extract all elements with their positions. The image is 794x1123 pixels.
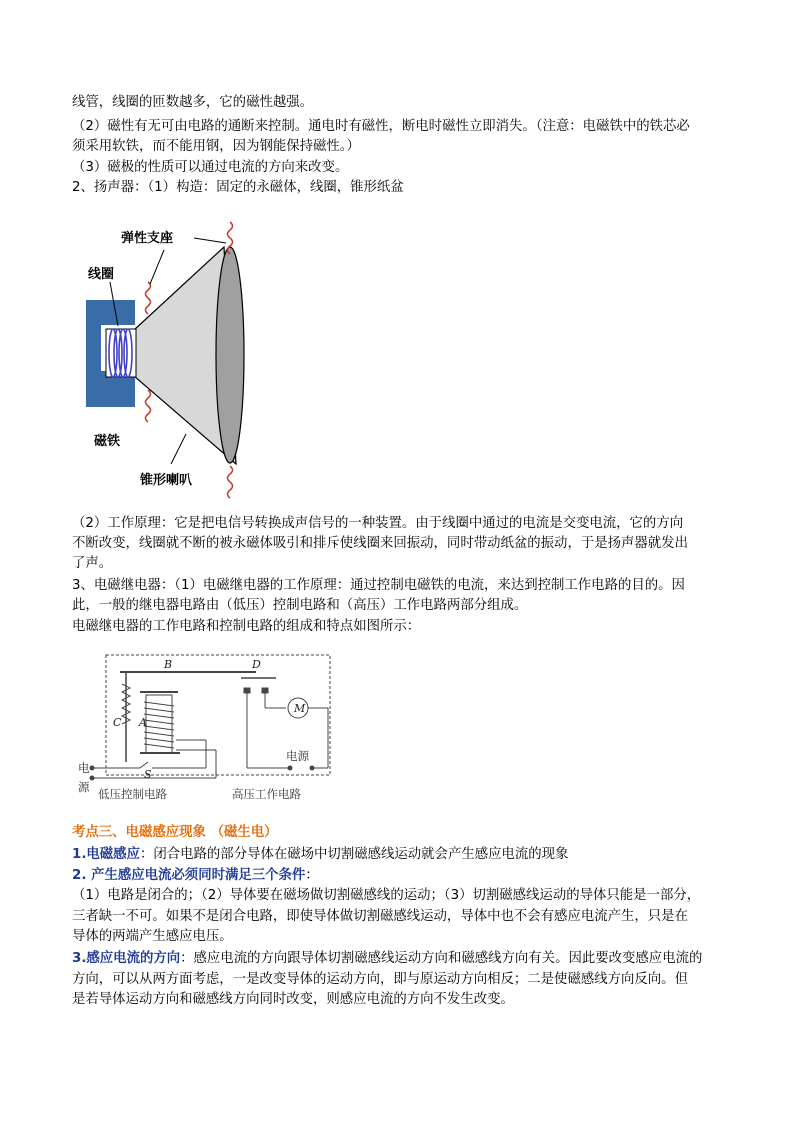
label-B: B (164, 658, 173, 671)
text-line: 导体的两端产生感应电压。 (72, 929, 233, 944)
text-line: 须采用软铁，而不能用钢，因为钢能保持磁性。） (72, 139, 360, 154)
label-M: M (294, 702, 306, 715)
label-high-voltage: 高压工作电路 (232, 787, 301, 801)
definition-label: 3.感应电流的方向 (72, 951, 181, 966)
text-line: 三者缺一不可。如果不是闭合电路，即使导体做切割磁感线运动，导体中也不会有感应电流产生，只是在 (72, 909, 688, 924)
label-coil: 线圈 (88, 267, 115, 282)
definition-line (72, 949, 702, 969)
definition-text: ：感应电流的方向跟导体切割磁感线运动方向和磁感线方向有关。因此要改变感应电流的 (180, 951, 703, 966)
definition-text: ：闭合电路的部分导体在磁场中切割磁感线运动就会产生感应电流的现象 (139, 847, 569, 862)
text-line: 电磁继电器的工作电路和控制电路的组成和特点如图所示： (72, 619, 421, 634)
support-wave (146, 282, 151, 314)
text-line: 是若导体运动方向和磁感线方向同时改变，则感应电流的方向不发生改变。 (72, 992, 514, 1007)
definition-label: 2. 产生感应电流必须同时满足三个条件 (72, 868, 306, 883)
text-line: 线管，线圈的匝数越多，它的磁性越强。 (72, 95, 314, 110)
text-line: 此，一般的继电器电路由（低压）控制电路和（高压）工作电路两部分组成。 (72, 598, 528, 613)
label-cone: 锥形喇叭 (140, 473, 193, 488)
label-A: A (139, 716, 147, 729)
text-line: （3）磁极的性质可以通过电流的方向来改变。 (72, 160, 349, 175)
text-line: 不断改变，线圈就不断的被永磁体吸引和排斥使线圈来回振动，同时带动纸盆的振动，于是扬声器就发出 (72, 536, 688, 551)
coil-winding (144, 702, 174, 748)
definition-line (72, 845, 568, 865)
label-support: 弹性支座 (121, 231, 174, 246)
cone-rim (216, 247, 244, 463)
label-D: D (252, 658, 261, 671)
speaker-figure (76, 212, 266, 502)
text-line: 了声。 (72, 556, 113, 571)
section-heading: 考点三、电磁感应现象 （磁生电） (72, 825, 278, 840)
label-magnet: 磁铁 (94, 434, 121, 449)
text-line: 3、电磁继电器：（1）电磁继电器的工作原理：通过控制电磁铁的电流，来达到控制工作电路的目的。因 (72, 578, 685, 593)
text-line: 2、扬声器：（1）构造：固定的永磁体，线圈，锥形纸盆 (72, 180, 404, 195)
label-C: C (113, 716, 122, 729)
support-wave (146, 390, 151, 422)
definition-colon: ： (305, 868, 319, 883)
text-line: （1）电路是闭合的；（2）导体要在磁场做切割磁感线的运动；（3）切割磁感线运动的导体只能是一部分， (72, 888, 701, 903)
label-source-left: 源 (78, 780, 90, 794)
definition-label: 1.电磁感应 (72, 847, 140, 862)
text-line: （2）磁性有无可由电路的通断来控制。通电时有磁性，断电时磁性立即消失。（注意：电磁铁中的铁芯必 (72, 119, 690, 134)
text-line: （2）工作原理：它是把电信号转换成声信号的一种装置。由于线圈中通过的电流是交变电流，它的方向 (72, 516, 684, 531)
text-line: 方向，可以从两方面考虑，一是改变导体的运动方向，即与原运动方向相反；二是使磁感线方向反向。但 (72, 972, 688, 987)
relay-figure (76, 650, 336, 805)
label-low-voltage: 低压控制电路 (98, 787, 167, 801)
label-source-right: 电源 (286, 749, 309, 763)
support-wave (228, 466, 233, 498)
definition-line (72, 866, 319, 886)
label-S: S (144, 768, 152, 781)
label-source-left: 电 (78, 761, 90, 775)
